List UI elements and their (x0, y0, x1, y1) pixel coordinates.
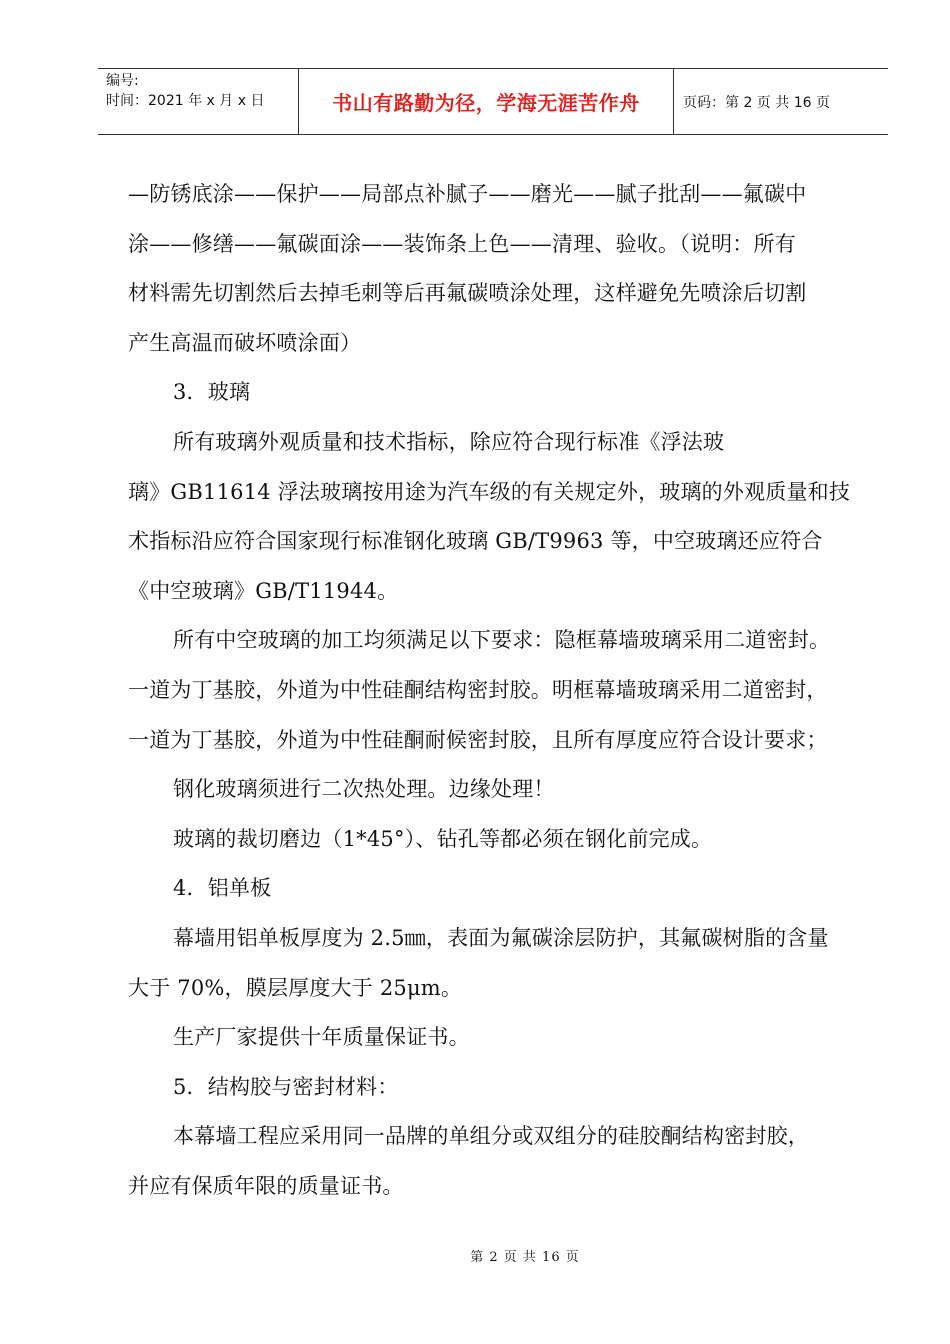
header-page-info: 页码：第 2 页 共 16 页 (683, 94, 830, 111)
body-line: 产生高温而破坏喷涂面） (128, 330, 362, 355)
section-heading-sealant: 5．结构胶与密封材料： (173, 1074, 399, 1099)
body-line: 本幕墙工程应采用同一品牌的单组分或双组分的硅胶酮结构密封胶， (173, 1124, 809, 1149)
page-header (98, 68, 888, 135)
body-line: 钢化玻璃须进行二次热处理。边缘处理！ (173, 777, 555, 802)
body-line: 玻璃的裁切磨边（1*45°）、钻孔等都必须在钢化前完成。 (173, 826, 713, 851)
body-line: 璃》GB11614 浮法玻璃按用途为汽车级的有关规定外，玻璃的外观质量和技 (128, 479, 851, 504)
section-heading-glass: 3．玻璃 (173, 380, 251, 405)
header-motto: 书山有路勤为径，学海无涯苦作舟 (332, 91, 640, 115)
document-number-label: 编号: (106, 73, 139, 89)
document-date: 时间：2021 年 x 月 x 日 (106, 93, 265, 109)
header-motto-cell (299, 69, 674, 134)
body-line: 并应有保质年限的质量证书。 (128, 1173, 404, 1198)
document-body (128, 170, 860, 1211)
header-meta (98, 69, 299, 134)
page-footer: 第 2 页 共 16 页 (470, 1250, 580, 1265)
body-line: 一道为丁基胶，外道为中性硅酮耐候密封胶，且所有厚度应符合设计要求； (128, 727, 828, 752)
body-line: 材料需先切割然后去掉毛刺等后再氟碳喷涂处理，这样避免先喷涂后切割 (128, 281, 807, 306)
body-line: 大于 70%，膜层厚度大于 25μm。 (128, 975, 463, 1000)
body-line: 一道为丁基胶，外道为中性硅酮结构密封胶。明框幕墙玻璃采用二道密封， (128, 677, 828, 702)
body-line: 幕墙用铝单板厚度为 2.5㎜，表面为氟碳涂层防护，其氟碳树脂的含量 (173, 925, 829, 950)
body-line: 《中空玻璃》GB/T11944。 (128, 578, 399, 603)
body-line: 生产厂家提供十年质量保证书。 (173, 1025, 470, 1050)
body-line: 所有中空玻璃的加工均须满足以下要求：隐框幕墙玻璃采用二道密封。 (173, 628, 831, 653)
body-line: 所有玻璃外观质量和技术指标，除应符合现行标准《浮法玻 (173, 429, 725, 454)
body-line: —防锈底涂——保护——局部点补腻子——磨光——腻子批刮——氟碳中 (128, 182, 807, 206)
body-line: 术指标沿应符合国家现行标准钢化玻璃 GB/T9963 等，中空玻璃还应符合 (128, 529, 823, 554)
body-line: 涂——修缮——氟碳面涂——装饰条上色——清理、验收。（说明：所有 (128, 231, 796, 256)
section-heading-aluminum-panel: 4．铝单板 (173, 876, 272, 901)
